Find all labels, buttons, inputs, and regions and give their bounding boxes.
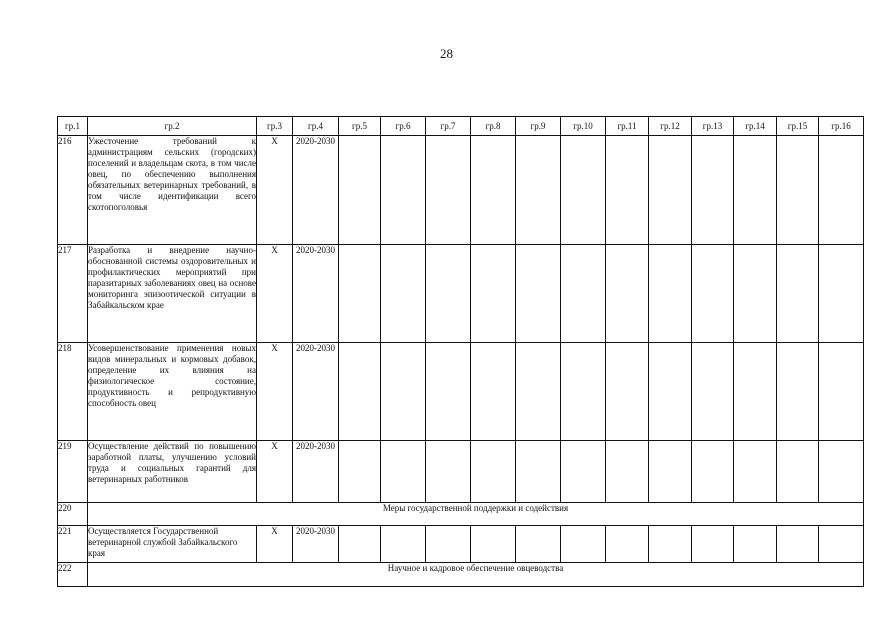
empty-cell <box>381 343 426 441</box>
row-period: 2020-2030 <box>293 136 339 245</box>
empty-cell <box>777 245 819 343</box>
empty-cell <box>381 245 426 343</box>
table-row <box>58 136 864 245</box>
empty-cell <box>516 245 561 343</box>
empty-cell <box>692 245 734 343</box>
row-number: 221 <box>58 526 88 563</box>
row-period: 2020-2030 <box>293 526 339 563</box>
row-description: Разработка и внедрение научно-обоснованной системы оздоровительных и профилактических мероприятий при паразитарных заболеваниях овец на основе мониторинга эпизоотической ситуации в Забайкальском крае <box>88 245 257 343</box>
empty-cell <box>471 441 516 503</box>
row-description: Усовершенствование применения новых видов минеральных и кормовых добавок, определение их влияния на физиологическое состояние, продуктивность и репродуктивную способность овец <box>88 343 257 441</box>
row-description: Осуществление действий по повышению заработной платы, улучшению условий труда и социальных гарантий для ветеринарных работников <box>88 441 257 503</box>
empty-cell <box>606 245 649 343</box>
empty-cell <box>426 245 471 343</box>
empty-cell <box>649 136 692 245</box>
empty-cell <box>777 441 819 503</box>
empty-cell <box>381 136 426 245</box>
empty-cell <box>819 526 864 563</box>
empty-cell <box>819 343 864 441</box>
row-gr3: X <box>257 526 293 563</box>
empty-cell <box>561 136 606 245</box>
empty-cell <box>339 343 381 441</box>
header-cell-5: гр.5 <box>339 117 381 136</box>
header-cell-9: гр.9 <box>516 117 561 136</box>
empty-cell <box>606 343 649 441</box>
empty-cell <box>734 245 777 343</box>
empty-cell <box>339 526 381 563</box>
empty-cell <box>692 441 734 503</box>
empty-cell <box>649 526 692 563</box>
table-row <box>58 526 864 563</box>
row-gr3: X <box>257 343 293 441</box>
empty-cell <box>649 343 692 441</box>
empty-cell <box>561 441 606 503</box>
empty-cell <box>606 526 649 563</box>
empty-cell <box>471 245 516 343</box>
empty-cell <box>777 526 819 563</box>
section-row <box>58 563 864 587</box>
empty-cell <box>426 441 471 503</box>
header-cell-13: гр.13 <box>692 117 734 136</box>
header-cell-15: гр.15 <box>777 117 819 136</box>
row-period: 2020-2030 <box>293 441 339 503</box>
header-cell-1: гр.1 <box>58 117 88 136</box>
header-cell-6: гр.6 <box>381 117 426 136</box>
empty-cell <box>516 526 561 563</box>
header-cell-8: гр.8 <box>471 117 516 136</box>
empty-cell <box>692 526 734 563</box>
table-row <box>58 343 864 441</box>
empty-cell <box>734 343 777 441</box>
row-number: 222 <box>58 563 88 587</box>
row-description: Ужесточение требований к администрациям сельских (городских) поселений и владельцам скота, в том числе овец, по обеспечению выполнения обязательных ветеринарных требований, в том числе идентификации всего скотопоголовья <box>88 136 257 245</box>
empty-cell <box>339 136 381 245</box>
empty-cell <box>339 245 381 343</box>
empty-cell <box>516 343 561 441</box>
row-number: 217 <box>58 245 88 343</box>
empty-cell <box>426 343 471 441</box>
program-table <box>57 116 864 587</box>
header-cell-3: гр.3 <box>257 117 293 136</box>
header-row <box>58 117 864 136</box>
table-row <box>58 245 864 343</box>
section-title: Научное и кадровое обеспечение овцеводства <box>88 563 864 587</box>
empty-cell <box>516 441 561 503</box>
empty-cell <box>471 343 516 441</box>
empty-cell <box>339 441 381 503</box>
empty-cell <box>471 526 516 563</box>
header-cell-12: гр.12 <box>649 117 692 136</box>
header-cell-2: гр.2 <box>88 117 257 136</box>
empty-cell <box>561 343 606 441</box>
empty-cell <box>819 245 864 343</box>
header-cell-16: гр.16 <box>819 117 864 136</box>
header-cell-7: гр.7 <box>426 117 471 136</box>
row-period: 2020-2030 <box>293 245 339 343</box>
row-number: 216 <box>58 136 88 245</box>
header-cell-14: гр.14 <box>734 117 777 136</box>
row-number: 218 <box>58 343 88 441</box>
header-cell-11: гр.11 <box>606 117 649 136</box>
empty-cell <box>426 526 471 563</box>
row-gr3: X <box>257 136 293 245</box>
empty-cell <box>606 136 649 245</box>
empty-cell <box>381 441 426 503</box>
table-row <box>58 441 864 503</box>
page-number: 28 <box>440 46 453 61</box>
empty-cell <box>561 245 606 343</box>
empty-cell <box>734 526 777 563</box>
row-gr3: X <box>257 245 293 343</box>
empty-cell <box>734 441 777 503</box>
row-number: 219 <box>58 441 88 503</box>
empty-cell <box>381 526 426 563</box>
empty-cell <box>426 136 471 245</box>
empty-cell <box>692 136 734 245</box>
empty-cell <box>516 136 561 245</box>
row-gr3: X <box>257 441 293 503</box>
row-number: 220 <box>58 503 88 526</box>
empty-cell <box>777 343 819 441</box>
empty-cell <box>777 136 819 245</box>
empty-cell <box>649 245 692 343</box>
empty-cell <box>649 441 692 503</box>
header-cell-4: гр.4 <box>293 117 339 136</box>
row-period: 2020-2030 <box>293 343 339 441</box>
section-title: Меры государственной поддержки и содействия <box>88 503 864 526</box>
header-cell-10: гр.10 <box>561 117 606 136</box>
section-row <box>58 503 864 526</box>
empty-cell <box>692 343 734 441</box>
row-description: Осуществляется Государственной ветеринарной службой Забайкальского края <box>88 526 257 563</box>
empty-cell <box>561 526 606 563</box>
empty-cell <box>819 441 864 503</box>
empty-cell <box>471 136 516 245</box>
empty-cell <box>734 136 777 245</box>
empty-cell <box>606 441 649 503</box>
empty-cell <box>819 136 864 245</box>
